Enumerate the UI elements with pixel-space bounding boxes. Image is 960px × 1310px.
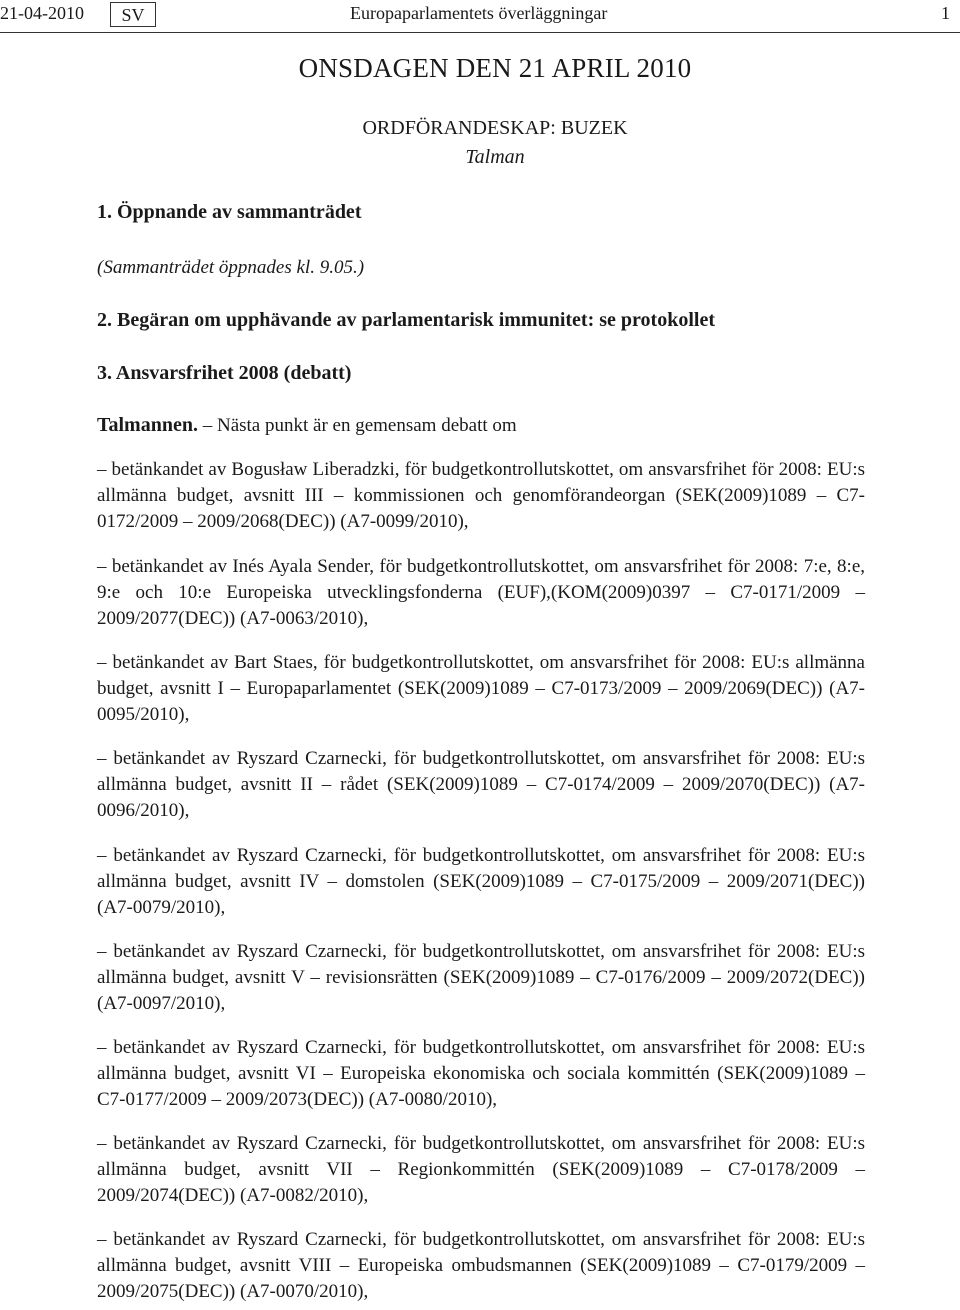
report-item: – betänkandet av Inés Ayala Sender, för budgetkontrollutskottet, om ansvarsfrihet för 2008: 7:e, 8:e, 9:e och 10:e Europeiska utvecklingsfonderna (EUF),(KOM(2009)0397 – C7-0171/2009 – 2009/2077(DEC)) (A7-0063/2010), [97,556,865,629]
report-item: – betänkandet av Bart Staes, för budgetkontrollutskottet, om ansvarsfrihet för 2008: EU:s allmänna budget, avsnitt I – Europaparlamentet (SEK(2009)1089 – C7-0173/2009 – 2009/2069(DEC)) (A7-0095/2010), [97,652,865,725]
report-item: – betänkandet av Ryszard Czarnecki, för budgetkontrollutskottet, om ansvarsfrihet för 2008: EU:s allmänna budget, avsnitt IV – domstolen (SEK(2009)1089 – C7-0175/2009 – 2009/2071(DEC)) (A7-0079/2010), [97,845,865,918]
page-header [0,0,960,33]
agenda-item-3: 3. Ansvarsfrihet 2008 (debatt) [97,362,352,384]
speaker-name: Talmannen. [97,414,198,436]
report-item: – betänkandet av Ryszard Czarnecki, för budgetkontrollutskottet, om ansvarsfrihet för 2008: EU:s allmänna budget, avsnitt VII – Regionkommittén (SEK(2009)1089 – C7-0178/2009 – 2009/2074(DEC)) (A7-0082/2010), [97,1133,865,1206]
page-number: 1 [941,3,950,23]
report-item: – betänkandet av Ryszard Czarnecki, för budgetkontrollutskottet, om ansvarsfrihet för 2008: EU:s allmänna budget, avsnitt VIII – Europeiska ombudsmannen (SEK(2009)1089 – C7-0179/2009 – 2009/2075(DEC)) (A7-0070/2010), [97,1229,865,1302]
opening-note: (Sammanträdet öppnades kl. 9.05.) [97,257,365,278]
intro-text: – Nästa punkt är en gemensam debatt om [197,415,517,436]
presidency-heading: ORDFÖRANDESKAP: BUZEK [362,117,628,139]
report-item: – betänkandet av Ryszard Czarnecki, för budgetkontrollutskottet, om ansvarsfrihet för 2008: EU:s allmänna budget, avsnitt VI – Europeiska ekonomiska och sociala kommittén (SEK(2009)1089 – C7-0177/2009 – 2009/2073(DEC)) (A7-0080/2010), [97,1037,865,1110]
agenda-item-2: 2. Begäran om upphävande av parlamentarisk immunitet: se protokollet [97,309,715,331]
agenda-item-1: 1. Öppnande av sammanträdet [97,201,362,223]
session-title: ONSDAGEN DEN 21 APRIL 2010 [298,53,692,83]
publication-title: Europaparlamentets överläggningar [350,3,608,23]
debate-intro [97,414,517,437]
presiding-role: Talman [465,146,525,168]
report-item: – betänkandet av Ryszard Czarnecki, för budgetkontrollutskottet, om ansvarsfrihet för 2008: EU:s allmänna budget, avsnitt V – revisionsrätten (SEK(2009)1089 – C7-0176/2009 – 2009/2072(DEC)) (A7-0097/2010), [97,941,865,1014]
report-item: – betänkandet av Ryszard Czarnecki, för budgetkontrollutskottet, om ansvarsfrihet för 2008: EU:s allmänna budget, avsnitt II – rådet (SEK(2009)1089 – C7-0174/2009 – 2009/2070(DEC)) (A7-0096/2010), [97,748,865,821]
header-date: 21-04-2010 [0,3,84,23]
report-item: – betänkandet av Bogusław Liberadzki, för budgetkontrollutskottet, om ansvarsfrihet för 2008: EU:s allmänna budget, avsnitt III – kommissionen och genomförandeorgan (SEK(2009)1089 – C7-0172/2009 – 2009/2068(DEC)) (A7-0099/2010), [97,459,865,532]
language-code-box: SV [110,2,156,27]
